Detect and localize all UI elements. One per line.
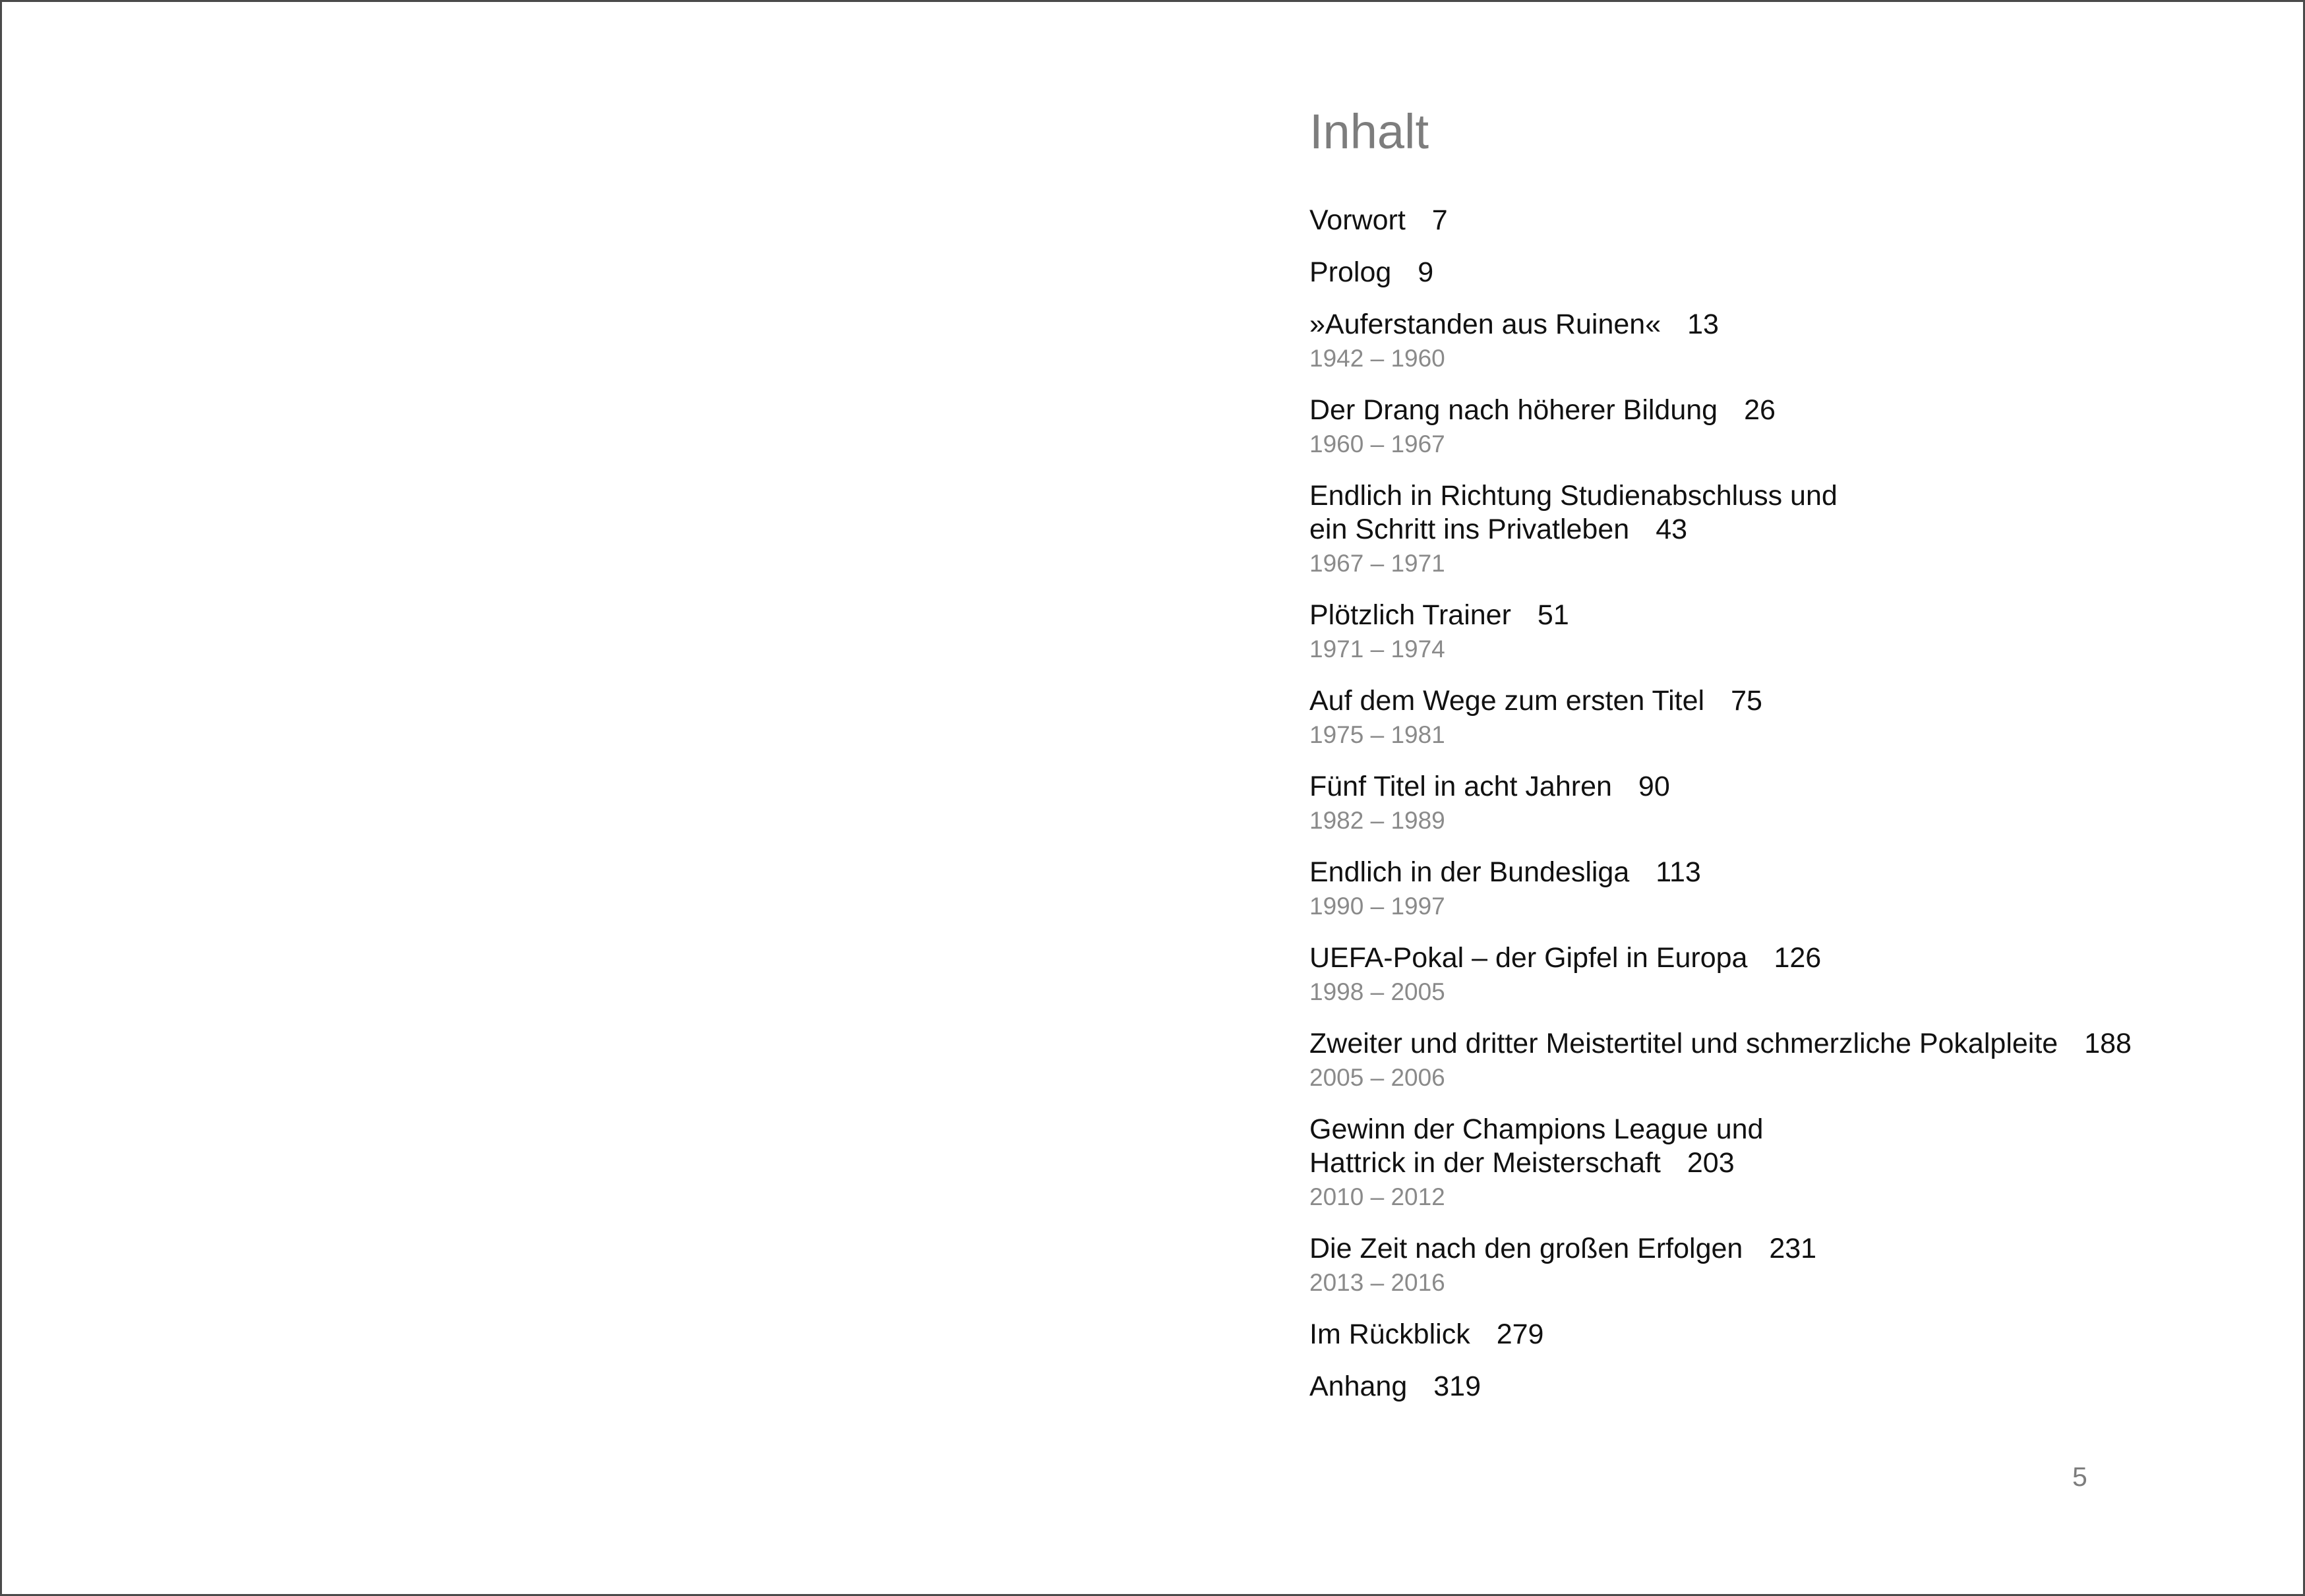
toc-entry-title-text: Endlich in der Bundesliga	[1309, 856, 1630, 888]
toc-entry-title-text: UEFA-Pokal – der Gipfel in Europa	[1309, 942, 1748, 974]
toc-entry-title-text: Im Rückblick	[1309, 1318, 1470, 1350]
toc-entry-title-text: Endlich in Richtung Studienabschluss und	[1309, 480, 1838, 512]
toc-entry-title	[1309, 684, 2265, 718]
toc-entry-years: 1960 – 1967	[1309, 430, 1445, 458]
toc-entry-years: 2010 – 2012	[1309, 1183, 1445, 1210]
toc-entry-title-text: Zweiter und dritter Meistertitel und schmerzliche Pokalpleite	[1309, 1028, 2058, 1059]
toc-entry-title-text: Fünf Titel in acht Jahren	[1309, 771, 1612, 802]
toc-entry-page: 7	[1431, 204, 1448, 236]
toc-entry-title	[1309, 856, 2265, 889]
toc-entry-title-text: Der Drang nach höherer Bildung	[1309, 394, 1718, 426]
toc-entry	[1309, 308, 2265, 375]
toc-entry	[1309, 599, 2265, 666]
toc-entry-title-text: Die Zeit nach den großen Erfolgen	[1309, 1233, 1743, 1264]
toc-entry	[1309, 856, 2265, 923]
toc-entry-years: 1998 – 2005	[1309, 978, 1445, 1005]
toc-entry-page: 43	[1656, 514, 1688, 545]
toc-entry-title	[1309, 308, 2265, 341]
toc-entry-title	[1309, 204, 2265, 237]
toc-entry-title	[1309, 256, 2265, 289]
toc-entry-page: 90	[1638, 771, 1670, 802]
toc-entry-title	[1309, 513, 2265, 547]
toc-entry-title	[1309, 1027, 2265, 1061]
toc-entry-page: 75	[1731, 685, 1762, 717]
toc-entry	[1309, 204, 2265, 237]
toc-entry-page: 26	[1744, 394, 1776, 426]
toc-entry-page: 203	[1687, 1147, 1735, 1179]
toc-entry-page: 9	[1418, 256, 1434, 288]
toc-entry	[1309, 1370, 2265, 1404]
toc-entry-title	[1309, 479, 2265, 513]
toc-entry-page: 319	[1433, 1371, 1482, 1402]
toc-entry	[1309, 684, 2265, 752]
toc-entry-page: 188	[2084, 1028, 2132, 1059]
toc-entry-title-text: ein Schritt ins Privatleben	[1309, 514, 1630, 545]
toc-entry-page: 279	[1496, 1318, 1544, 1350]
toc-entry-years: 1990 – 1997	[1309, 893, 1445, 920]
toc-entry-title-text: Prolog	[1309, 256, 1392, 288]
toc-entry	[1309, 1027, 2265, 1094]
toc-entry-title-text: Plötzlich Trainer	[1309, 599, 1511, 631]
page-number: 5	[2072, 1462, 2087, 1492]
toc-entry	[1309, 1113, 2265, 1214]
toc-entry-page: 13	[1687, 309, 1719, 340]
toc-entry-title	[1309, 1232, 2265, 1266]
toc-entry	[1309, 256, 2265, 289]
toc-entry-title	[1309, 599, 2265, 632]
toc-entry	[1309, 394, 2265, 461]
toc-entry-title	[1309, 1146, 2265, 1180]
toc-entry-title	[1309, 1370, 2265, 1404]
toc-entry-title-text: Anhang	[1309, 1371, 1408, 1402]
toc-entry-years: 2005 – 2006	[1309, 1064, 1445, 1091]
toc-entry-title-text: Hattrick in der Meisterschaft	[1309, 1147, 1661, 1179]
toc-entry-title-text: »Auferstanden aus Ruinen«	[1309, 309, 1661, 340]
toc-entry-title	[1309, 941, 2265, 975]
toc-entry-title	[1309, 770, 2265, 804]
toc-entry-list	[1309, 204, 2265, 1422]
toc-entry	[1309, 479, 2265, 580]
toc-entry-title	[1309, 394, 2265, 427]
toc-entry-page: 231	[1769, 1233, 1817, 1264]
toc-entry-title	[1309, 1318, 2265, 1351]
toc-entry-title	[1309, 1113, 2265, 1146]
toc-entry-page: 126	[1774, 942, 1822, 974]
toc-entry-title-text: Vorwort	[1309, 204, 1406, 236]
toc-entry	[1309, 770, 2265, 837]
toc-entry	[1309, 941, 2265, 1009]
toc-entry-years: 1971 – 1974	[1309, 635, 1445, 663]
toc-entry-years: 2013 – 2016	[1309, 1269, 1445, 1296]
toc-entry-page: 113	[1656, 856, 1701, 888]
toc-entry	[1309, 1232, 2265, 1299]
toc-entry-years: 1975 – 1981	[1309, 721, 1445, 748]
toc-entry-years: 1967 – 1971	[1309, 550, 1445, 577]
toc-entry	[1309, 1318, 2265, 1351]
page-title: Inhalt	[1309, 104, 1429, 159]
toc-entry-title-text: Auf dem Wege zum ersten Titel	[1309, 685, 1705, 717]
toc-entry-title-text: Gewinn der Champions League und	[1309, 1113, 1764, 1145]
toc-entry-years: 1942 – 1960	[1309, 345, 1445, 372]
toc-entry-page: 51	[1537, 599, 1569, 631]
toc-entry-years: 1982 – 1989	[1309, 807, 1445, 834]
